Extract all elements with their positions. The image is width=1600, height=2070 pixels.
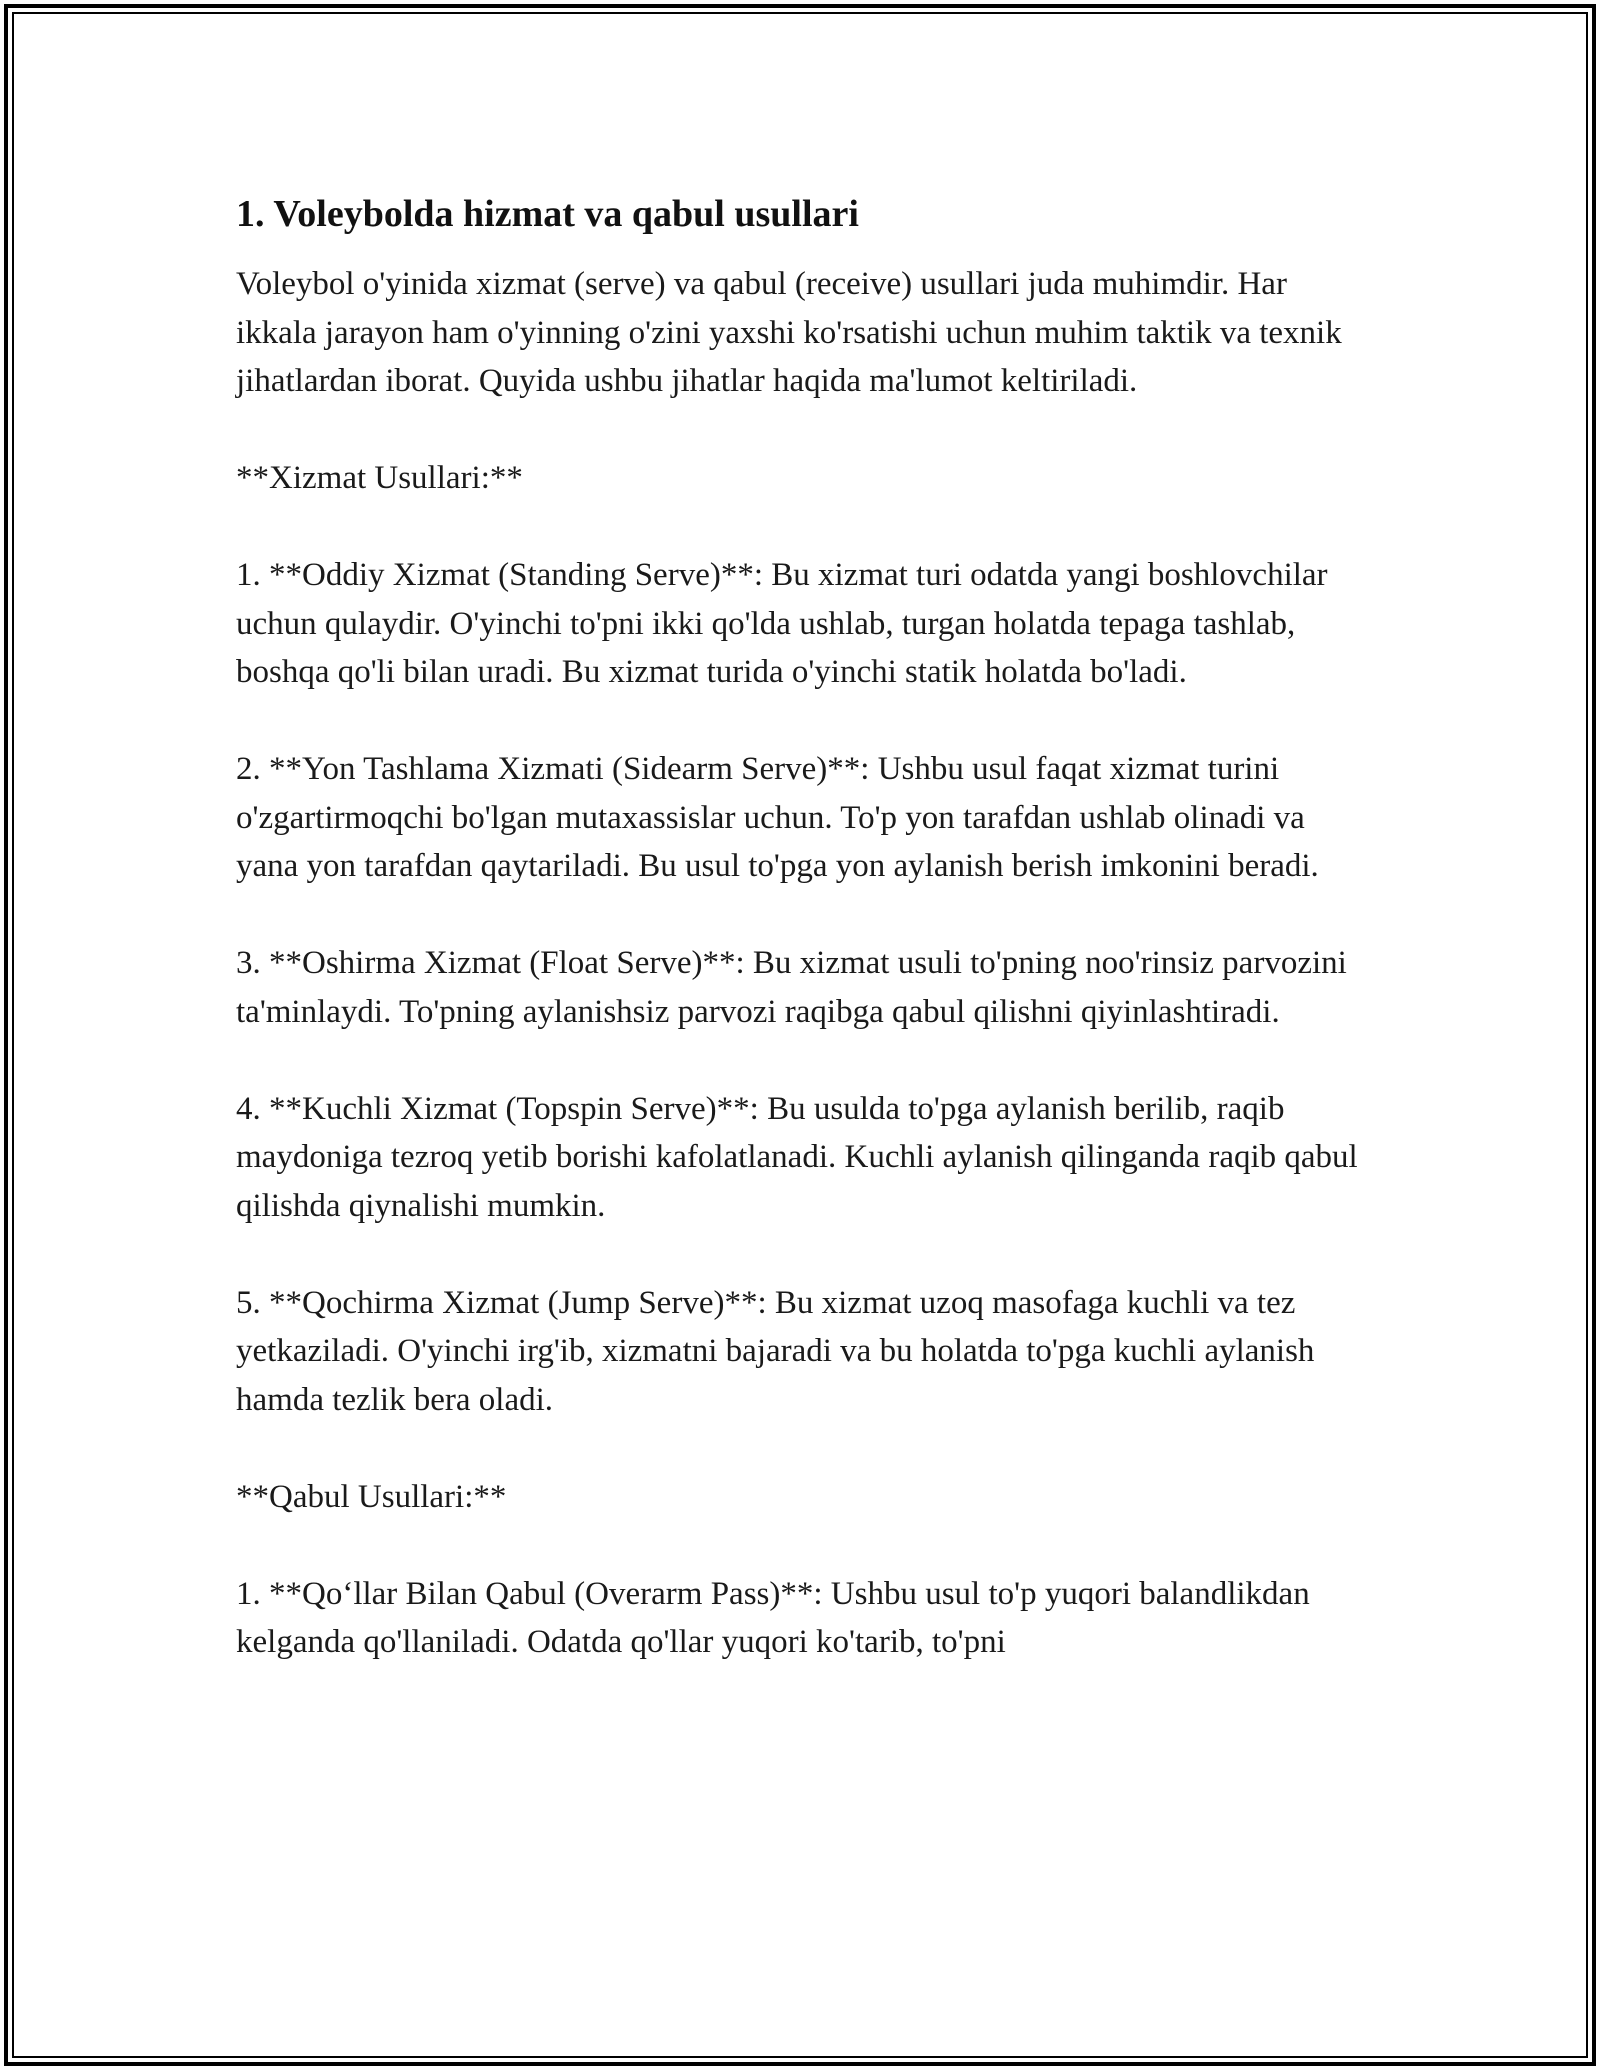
document-content [236,188,1366,1715]
xizmat-item-1: 1. **Oddiy Xizmat (Standing Serve)**: Bu xizmat turi odatda yangi boshlovchilar uchun qulaydir. O'yinchi to'pni ikki qo'lda ushlab, turgan holatda tepaga tashlab, boshqa qo'li bilan uradi. Bu xizmat turida o'yinchi statik holatda bo'ladi. [236,557,1328,690]
xizmat-item-3: 3. **Oshirma Xizmat (Float Serve)**: Bu xizmat usuli to'pning noo'rinsiz parvozini ta'minlaydi. To'pning aylanishsiz parvozi raqibga qabul qilishni qiyinlashtiradi. [236,945,1347,1030]
intro-paragraph: Voleybol o'yinida xizmat (serve) va qabul (receive) usullari juda muhimdir. Har ikkala jarayon ham o'yinning o'zini yaxshi ko'rsatishi uchun muhim taktik va texnik jihatlardan iborat. Quyida ushbu jihatlar haqida ma'lumot keltiriladi. [236,266,1342,399]
qabul-item-1: 1. **Qo‘llar Bilan Qabul (Overarm Pass)**: Ushbu usul to'p yuqori balandlikdan kelganda qo'llaniladi. Odatda qo'llar yuqori ko'tarib, to'pni [236,1575,1310,1660]
xizmat-item-5: 5. **Qochirma Xizmat (Jump Serve)**: Bu xizmat uzoq masofaga kuchli va tez yetkaziladi. O'yinchi irg'ib, xizmatni bajaradi va bu holatda to'pga kuchli aylanish hamda tezlik bera oladi. [236,1284,1315,1418]
section-heading-qabul: **Qabul Usullari:** [236,1478,507,1515]
section-heading-xizmat: **Xizmat Usullari:** [236,460,523,496]
xizmat-item-4: 4. **Kuchli Xizmat (Topspin Serve)**: Bu usulda to'pga aylanish berilib, raqib maydoniga tezroq yetib borishi kafolatlanadi. Kuchli aylanish qilinganda raqib qabul qilishda qiynalishi mumkin. [236,1090,1358,1224]
xizmat-item-2: 2. **Yon Tashlama Xizmati (Sidearm Serve)**: Ushbu usul faqat xizmat turini o'zgartirmoqchi bo'lgan mutaxassislar uchun. To'p yon tarafdan ushlab olinadi va yana yon tarafdan qaytariladi. Bu usul to'pga yon aylanish berish imkonini beradi. [236,751,1319,884]
document-title: 1. Voleybolda hizmat va qabul usullari [236,193,859,235]
